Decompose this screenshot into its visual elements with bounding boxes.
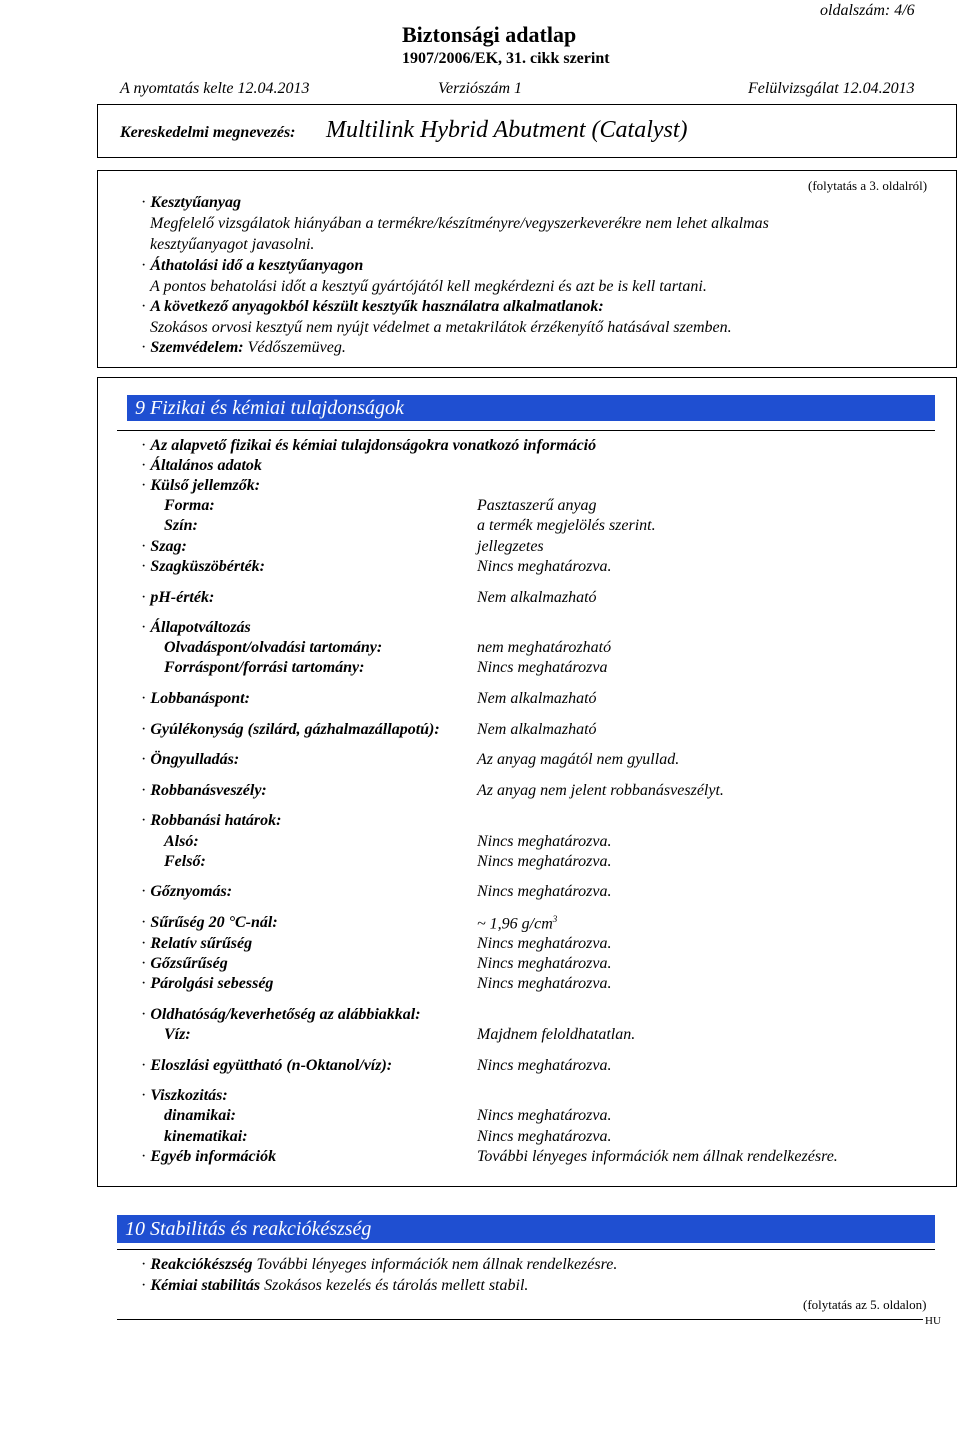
trade-name-box xyxy=(97,104,957,158)
glove-material-text-1: Megfelelő vizsgálatok hiányában a termékre/készítményre/vegyszerkeverékre nem lehet alkalmas xyxy=(150,215,769,232)
explosion-danger-value: Az anyag nem jelent robbanásveszélyt. xyxy=(477,782,724,799)
explosion-danger-label: · Robbanásveszély: xyxy=(141,782,267,799)
vapour-pressure-label: · Gőznyomás: xyxy=(141,883,233,900)
flash-point-label: · Lobbanáspont: xyxy=(141,690,250,707)
lower-limit-value: Nincs meghatározva. xyxy=(477,833,612,850)
unsuitable-gloves-text: Szokásos orvosi kesztyű nem nyújt védelmet a metakrilátok érzékenyítő hatásával szemben. xyxy=(150,319,732,336)
penetration-heading: · Áthatolási idő a kesztyűanyagon xyxy=(141,257,364,274)
relative-density-label: · Relatív sűrűség xyxy=(141,935,253,952)
evaporation-rate-label: · Párolgási sebesség xyxy=(141,975,274,992)
document-subtitle: 1907/2006/EK, 31. cikk szerint xyxy=(402,50,610,67)
dynamic-viscosity-value: Nincs meghatározva. xyxy=(477,1107,612,1124)
flammability-label: · Gyúlékonyság (szilárd, gázhalmazállapotú): xyxy=(141,721,440,738)
density-label: · Sűrűség 20 °C-nál: xyxy=(141,914,278,931)
ph-value: Nem alkalmazható xyxy=(477,589,597,606)
language-code: HU xyxy=(925,1315,941,1327)
form-value: Pasztaszerű anyag xyxy=(477,497,597,514)
section9-rule xyxy=(117,430,935,431)
dynamic-viscosity-label: dinamikai: xyxy=(164,1107,237,1124)
revision-date: Felülvizsgálat 12.04.2013 xyxy=(748,80,915,97)
continued-from-note: (folytatás a 3. oldalról) xyxy=(808,178,928,193)
upper-limit-value: Nincs meghatározva. xyxy=(477,853,612,870)
form-label: Forma: xyxy=(164,497,215,514)
section9-title: 9 Fizikai és kémiai tulajdonságok xyxy=(127,395,935,421)
odour-threshold-label: · Szagküszöbérték: xyxy=(141,558,266,575)
viscosity-heading: · Viszkozitás: xyxy=(141,1087,228,1104)
partition-coefficient-value: Nincs meghatározva. xyxy=(477,1057,612,1074)
kinematic-viscosity-label: kinematikai: xyxy=(164,1128,248,1145)
upper-limit-label: Felső: xyxy=(164,853,206,870)
version-number: Verziószám 1 xyxy=(438,80,523,97)
other-info-value: További lényeges információk nem állnak rendelkezésre. xyxy=(477,1148,838,1165)
solubility-heading: · Oldhatóság/keverhetőség az alábbiakkal: xyxy=(141,1006,421,1023)
odour-value: jellegzetes xyxy=(477,538,544,555)
section10-rule xyxy=(117,1249,935,1250)
melting-point-value: nem meghatározható xyxy=(477,639,612,656)
odour-threshold-value: Nincs meghatározva. xyxy=(477,558,612,575)
ph-label: · pH-érték: xyxy=(141,589,215,606)
density-value: ~ 1,96 $g/cm^3$ xyxy=(477,914,558,933)
relative-density-value: Nincs meghatározva. xyxy=(477,935,612,952)
kinematic-viscosity-value: Nincs meghatározva. xyxy=(477,1128,612,1145)
glove-material-text-2: kesztyűanyagot javasolni. xyxy=(150,236,315,253)
trade-name-label: Kereskedelmi megnevezés: xyxy=(120,124,296,141)
state-change-heading: · Állapotváltozás xyxy=(141,619,251,636)
color-label: Szín: xyxy=(164,517,198,534)
flammability-value: Nem alkalmazható xyxy=(477,721,597,738)
boiling-point-label: Forráspont/forrási tartomány: xyxy=(164,659,365,676)
eye-protection: · Szemvédelem: Védőszemüveg. xyxy=(141,339,346,356)
vapour-pressure-value: Nincs meghatározva. xyxy=(477,883,612,900)
document-title: Biztonsági adatlap xyxy=(402,22,577,47)
melting-point-label: Olvadáspont/olvadási tartomány: xyxy=(164,639,383,656)
partition-coefficient-label: · Eloszlási együttható (n-Oktanol/víz): xyxy=(141,1057,393,1074)
section10-title: 10 Stabilitás és reakciókészség xyxy=(117,1215,935,1243)
general-info-heading: · Általános adatok xyxy=(141,457,262,474)
other-info-label: · Egyéb információk xyxy=(141,1148,277,1165)
chemical-stability: · Kémiai stabilitás Szokásos kezelés és tárolás mellett stabil. xyxy=(141,1277,529,1294)
continued-on-note: (folytatás az 5. oldalon) xyxy=(803,1297,927,1312)
water-label: Víz: xyxy=(164,1026,191,1043)
glove-material-heading: · Kesztyűanyag xyxy=(141,194,241,211)
vapour-density-value: Nincs meghatározva. xyxy=(477,955,612,972)
explosion-limits-heading: · Robbanási határok: xyxy=(141,812,282,829)
evaporation-rate-value: Nincs meghatározva. xyxy=(477,975,612,992)
appearance-heading: · Külső jellemzők: xyxy=(141,477,261,494)
basic-info-heading: · Az alapvető fizikai és kémiai tulajdonságokra vonatkozó információ xyxy=(141,437,597,454)
flash-point-value: Nem alkalmazható xyxy=(477,690,597,707)
odour-label: · Szag: xyxy=(141,538,187,555)
self-ignition-label: · Öngyulladás: xyxy=(141,751,240,768)
color-value: a termék megjelölés szerint. xyxy=(477,517,656,534)
self-ignition-value: Az anyag magától nem gyullad. xyxy=(477,751,680,768)
trade-name-value: Multilink Hybrid Abutment (Catalyst) xyxy=(326,117,688,143)
print-date: A nyomtatás kelte 12.04.2013 xyxy=(120,80,310,97)
footer-rule xyxy=(117,1319,923,1320)
reactivity: · Reakciókészség További lényeges információk nem állnak rendelkezésre. xyxy=(141,1256,618,1273)
boiling-point-value: Nincs meghatározva xyxy=(477,659,608,676)
water-value: Majdnem feloldhatatlan. xyxy=(477,1026,636,1043)
unsuitable-gloves-heading: · A következő anyagokból készült kesztyűk használatra alkalmatlanok: xyxy=(141,298,604,315)
page-number: oldalszám: 4/6 xyxy=(820,2,915,19)
vapour-density-label: · Gőzsűrűség xyxy=(141,955,228,972)
lower-limit-label: Alsó: xyxy=(164,833,199,850)
penetration-text: A pontos behatolási időt a kesztyű gyártójától kell megkérdezni és azt be is kell tartani. xyxy=(150,278,707,295)
